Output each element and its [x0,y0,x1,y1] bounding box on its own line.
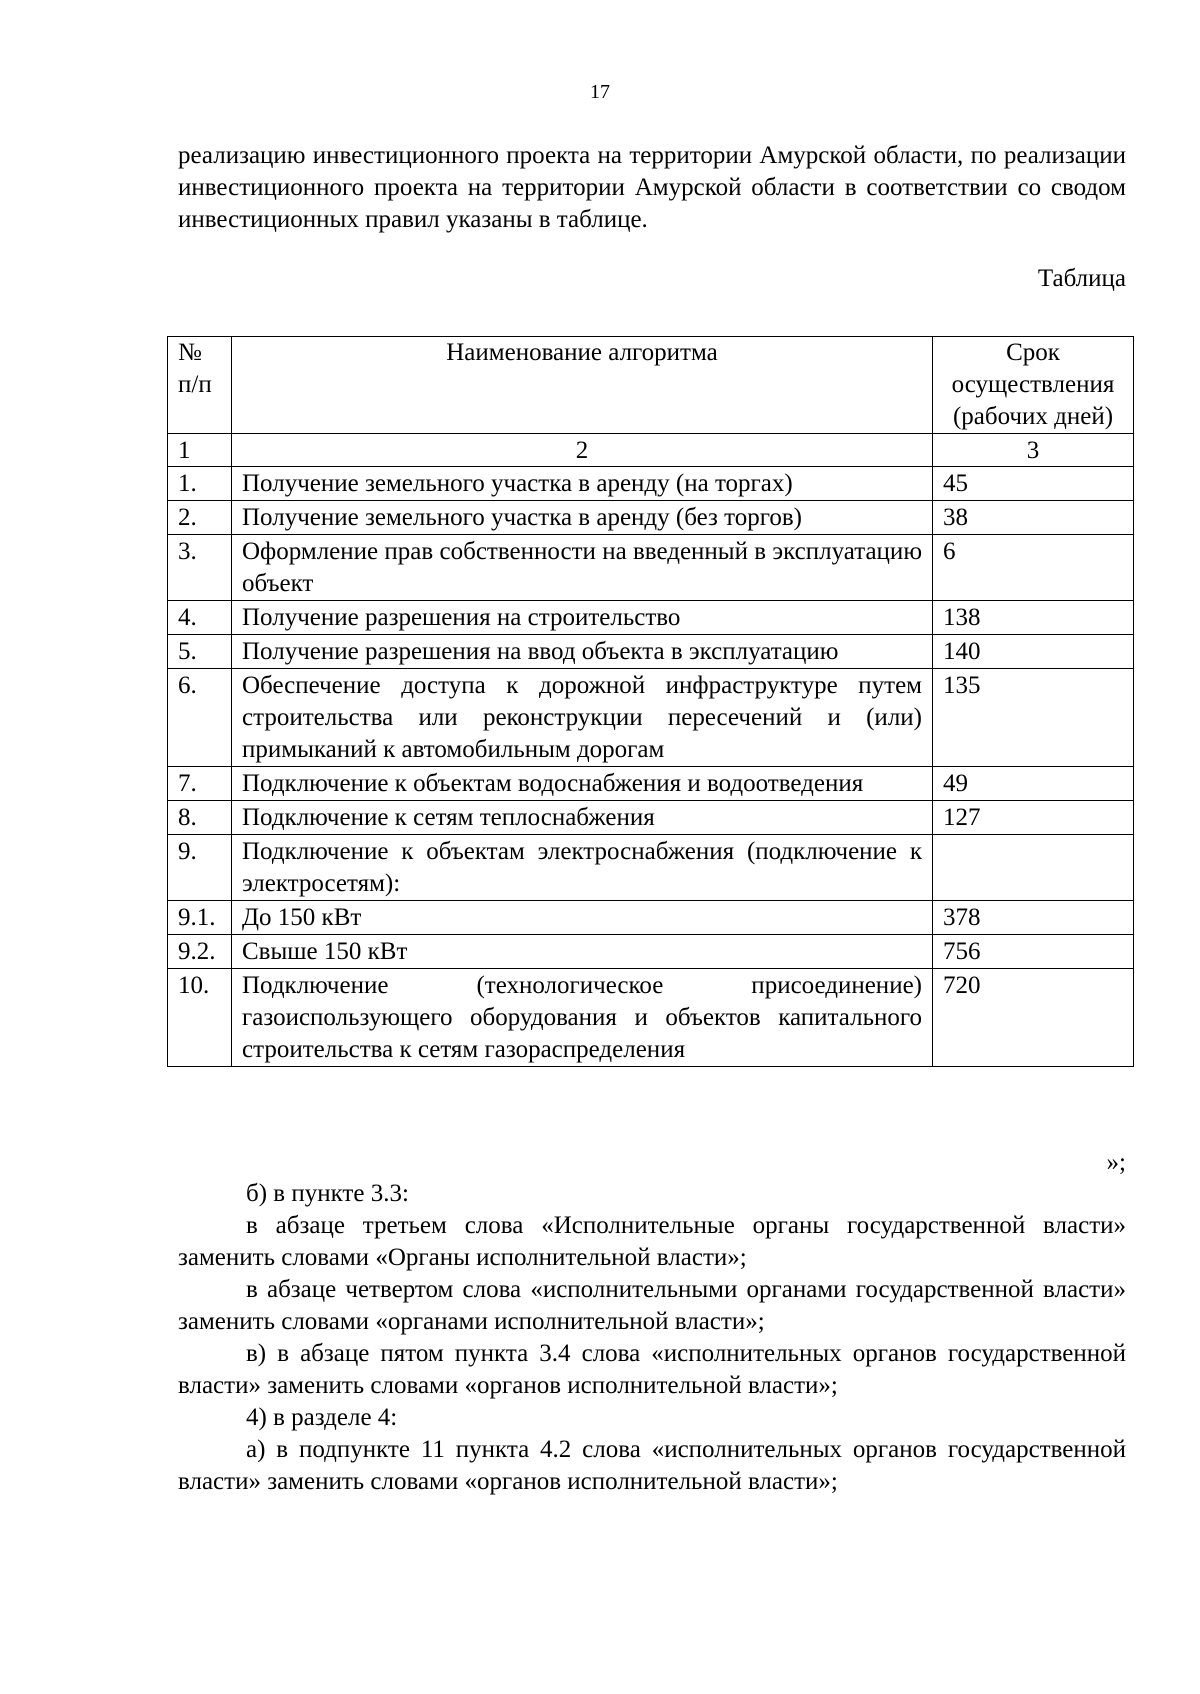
table-row [168,601,1134,635]
row-name: Получение разрешения на строительство [232,601,933,635]
row-term: 720 [933,969,1134,1067]
algorithms-table [167,336,1134,1067]
row-term: 45 [933,467,1134,501]
row-term: 138 [933,601,1134,635]
body-paragraph: в абзаце третьем слова «Исполнительные органы государственной власти» заменить словами «Органы исполнительной власти»; [178,1212,1126,1271]
table-row [168,969,1134,1067]
table-row [168,801,1134,835]
body-paragraph: в) в абзаце пятом пункта 3.4 слова «исполнительных органов государственной власти» заменить словами «органов исполнительной власти»; [178,1340,1126,1399]
header-number: № п/п [168,337,232,434]
row-term: 135 [933,669,1134,767]
row-number: 4. [168,601,232,635]
table-row [168,635,1134,669]
row-number: 9. [168,835,232,901]
body-paragraph: а) в подпункте 11 пункта 4.2 слова «исполнительных органов государственной власти» заменить словами «органов исполнительной власти»; [178,1436,1126,1495]
row-name: Получение разрешения на ввод объекта в эксплуатацию [232,635,933,669]
row-term: 6 [933,535,1134,601]
body-paragraph: 4) в разделе 4: [246,1404,398,1431]
row-name: Свыше 150 кВт [232,935,933,969]
row-name: Подключение к объектам водоснабжения и водоотведения [232,767,933,801]
row-name: Подключение (технологическое присоединение) газоиспользующего оборудования и объектов капитального строительства к сетям газораспределения [232,969,933,1067]
table-row [168,767,1134,801]
row-term: 140 [933,635,1134,669]
row-term: 49 [933,767,1134,801]
table-row [168,535,1134,601]
row-number: 10. [168,969,232,1067]
row-name: Получение земельного участка в аренду (на торгах) [232,467,933,501]
row-number: 6. [168,669,232,767]
row-name: Оформление прав собственности на введенный в эксплуатацию объект [232,535,933,601]
row-number: 9.2. [168,935,232,969]
row-name: До 150 кВт [232,901,933,935]
row-term: 756 [933,935,1134,969]
table-header-row [168,337,1134,434]
row-number: 3. [168,535,232,601]
header-term: Срок осуществления (рабочих дней) [933,337,1134,434]
closing-quote: »; [1106,1149,1126,1176]
row-name: Подключение к сетям теплоснабжения [232,801,933,835]
table-row [168,901,1134,935]
row-name: Подключение к объектам электроснабжения (подключение к электросетям): [232,835,933,901]
row-term: 38 [933,501,1134,535]
row-number: 9.1. [168,901,232,935]
page-number: 17 [590,81,610,103]
row-term: 127 [933,801,1134,835]
row-name: Получение земельного участка в аренду (без торгов) [232,501,933,535]
intro-paragraph: реализацию инвестиционного проекта на территории Амурской области, по реализации инвестиционного проекта на территории Амурской области в соответствии со сводом инвестиционных правил указаны в таблице. [178,142,1126,233]
row-term: 378 [933,901,1134,935]
body-paragraph: в абзаце четвертом слова «исполнительными органами государственной власти» заменить словами «органами исполнительной власти»; [178,1276,1126,1335]
column-number: 1 [168,434,232,467]
row-term [933,835,1134,901]
table-column-numbers-row [168,434,1134,467]
table-row [168,501,1134,535]
row-number: 5. [168,635,232,669]
row-number: 8. [168,801,232,835]
column-number: 2 [232,434,933,467]
table-caption: Таблица [1037,265,1126,292]
row-number: 7. [168,767,232,801]
table-row [168,935,1134,969]
body-text [178,1178,1126,1498]
row-name: Обеспечение доступа к дорожной инфраструктуре путем строительства или реконструкции пересечений и (или) примыканий к автомобильным дорогам [232,669,933,767]
row-number: 2. [168,501,232,535]
row-number: 1. [168,467,232,501]
column-number: 3 [933,434,1134,467]
body-paragraph: б) в пункте 3.3: [246,1180,409,1207]
table-row [168,467,1134,501]
table-row [168,669,1134,767]
table-row [168,835,1134,901]
header-name: Наименование алгоритма [232,337,933,434]
